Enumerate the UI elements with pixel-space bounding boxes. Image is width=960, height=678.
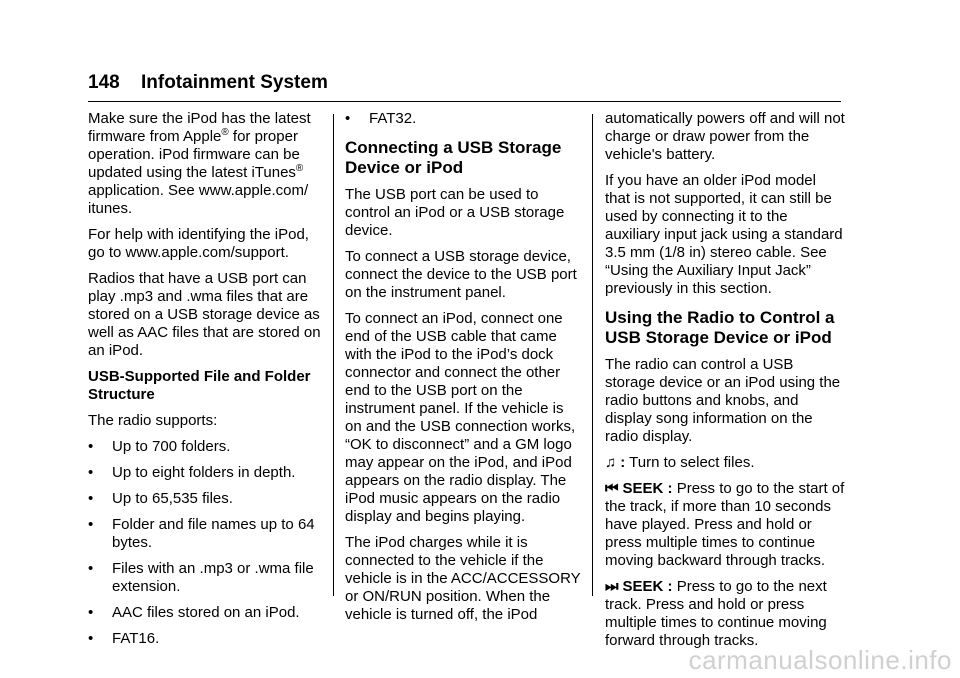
watermark: carmanualsonline.info [688, 645, 952, 675]
column-3 [605, 110, 845, 658]
header-rule [88, 101, 841, 102]
bullet: • [88, 438, 94, 455]
firmware-text-1: Make sure the iPod has the latest firmware from Apple [88, 110, 311, 145]
bullet: • [88, 560, 94, 577]
column-divider-1 [333, 114, 334, 596]
seek-forward-control [605, 578, 845, 650]
list-item-text: FAT16. [112, 630, 160, 647]
page-header [88, 72, 328, 94]
list-item [88, 438, 324, 456]
list-item [88, 560, 324, 596]
list-item [345, 110, 581, 128]
music-colon: : [620, 454, 626, 471]
page-number: 148 [88, 72, 120, 93]
music-control [605, 454, 845, 472]
seek-back-label: SEEK : [622, 480, 673, 497]
column-1 [88, 110, 324, 656]
bullet: • [88, 604, 94, 621]
registered-mark: ® [221, 127, 229, 138]
column-2 [345, 110, 581, 632]
list-item-text: Up to 700 folders. [112, 438, 231, 455]
connect-ipod-paragraph: To connect an iPod, connect one end of the USB cable that came with the iPod to the iPod’s dock connector and connect the other end to the USB port on the instrument panel. If the vehicle is on and the USB connection works, “OK to disconnect” and a GM logo may appear on the iPod, and iPod appears on the radio display. The iPod music appears on the radio display and begins playing. [345, 310, 576, 525]
list-item [88, 630, 324, 648]
usb-formats-paragraph: Radios that have a USB port can play .mp3 and .wma files that are stored on a USB storage device as well as AAC files that are stored on an iPod. [88, 270, 321, 359]
firmware-paragraph [88, 110, 324, 218]
seek-forward-text: Press to go to the next track. Press and hold or press multiple times to continue moving forward through tracks. [605, 578, 827, 649]
bullet: • [345, 110, 351, 127]
supports-list-continued [345, 110, 581, 128]
registered-mark: ® [295, 163, 304, 174]
list-item-text: Files with an .mp3 or .wma file extension. [112, 560, 314, 595]
seek-back-control [605, 480, 845, 570]
help-paragraph: For help with identifying the iPod, go to www.apple.com/support. [88, 226, 309, 261]
list-item-text: AAC files stored on an iPod. [112, 604, 300, 621]
connect-storage-paragraph: To connect a USB storage device, connect the device to the USB port on the instrument panel. [345, 248, 577, 301]
subheading: USB-Supported File and Folder Structure [88, 368, 311, 403]
seek-forward-label: SEEK : [622, 578, 673, 595]
list-item [88, 516, 324, 552]
seek-back-text: Press to go to the start of the track, if more than 10 seconds have played. Press and hold or press multiple times to continue moving backward through tracks. [605, 480, 845, 569]
bullet: • [88, 490, 94, 507]
list-item-text: Up to eight folders in depth. [112, 464, 296, 481]
section-title: Infotainment System [140, 72, 328, 93]
radio-control-paragraph: The radio can control a USB storage device or an iPod using the radio buttons and knobs, and display song information on the radio display. [605, 356, 841, 445]
list-item-text: Up to 65,535 files. [112, 490, 233, 507]
music-text: Turn to select files. [629, 454, 755, 471]
list-item [88, 490, 324, 508]
firmware-text-3: application. See www.apple.com/ itunes. [88, 182, 309, 217]
bullet: • [88, 516, 94, 533]
column-divider-2 [592, 114, 593, 596]
firmware-text-2: for proper operation. iPod firmware can be updated using the latest iTunes [88, 128, 300, 181]
seek-back-icon: ⏮ [605, 480, 619, 497]
list-item [88, 464, 324, 482]
power-off-paragraph: automatically powers off and will not charge or draw power from the vehicle's battery. [605, 110, 845, 163]
list-item [88, 604, 324, 622]
charging-paragraph: The iPod charges while it is connected to the vehicle if the vehicle is in the ACC/ACCESSORY or ON/RUN position. When the vehicle is turned off, the iPod [345, 534, 581, 623]
supports-list [88, 438, 324, 648]
seek-forward-icon: ⏭ [605, 578, 619, 595]
music-note-icon: ♫ [605, 454, 617, 471]
usb-port-paragraph: The USB port can be used to control an iPod or a USB storage device. [345, 186, 565, 239]
connecting-heading: Connecting a USB Storage Device or iPod [345, 138, 562, 177]
older-ipod-paragraph: If you have an older iPod model that is not supported, it can still be used by connecting it to the auxiliary input jack using a standard 3.5 mm (1/8 in) stereo cable. See “Using the Auxiliary Input Jack” previously in this section. [605, 172, 843, 297]
list-item-text: FAT32. [369, 110, 417, 127]
using-radio-heading: Using the Radio to Control a USB Storage Device or iPod [605, 308, 835, 347]
bullet: • [88, 464, 94, 481]
list-item-text: Folder and file names up to 64 bytes. [112, 516, 315, 551]
supports-paragraph: The radio supports: [88, 412, 218, 429]
bullet: • [88, 630, 94, 647]
